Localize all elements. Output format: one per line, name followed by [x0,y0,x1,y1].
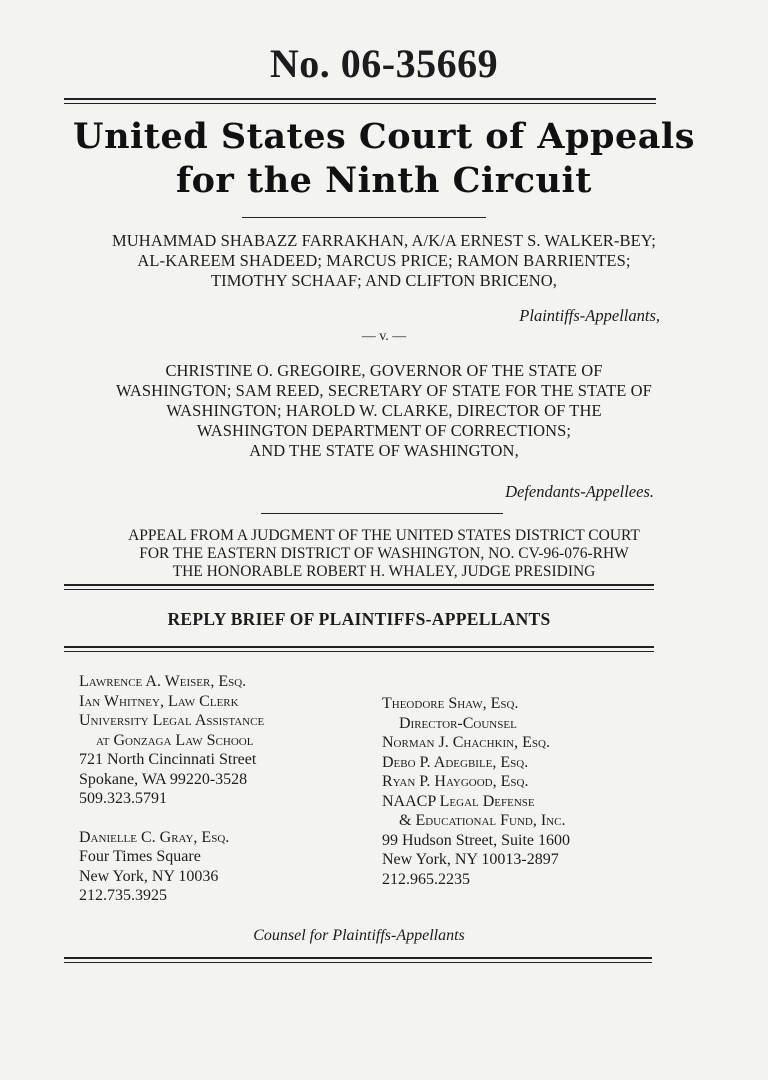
counsel-org: NAACP Legal Defense [382,792,535,810]
double-rule-top [64,98,656,100]
counsel-name: Norman J. Chachkin, Esq. [382,734,550,751]
plaintiffs-role: Plaintiffs-Appellants, [519,306,660,325]
defendants-caption [30,361,738,461]
plaintiffs-line: AL-KAREEM SHADEED; MARCUS PRICE; RAMON BARRIENTES; [137,251,631,270]
counsel-org: & Educational Fund, Inc. [399,812,566,829]
counsel-phone: 212.735.3925 [79,887,167,904]
counsel-phone: 509.323.5791 [79,790,167,807]
defendants-line: CHRISTINE O. GREGOIRE, GOVERNOR OF THE STATE OF [165,361,603,380]
counsel-title: Director-Counsel [399,714,517,732]
versus: — v. — [361,329,407,344]
defendants-line: WASHINGTON; SAM REED, SECRETARY OF STATE FOR THE STATE OF [116,381,652,400]
court-name-line-1: United States Court of Appeals [73,116,695,157]
double-rule-appeal [64,584,654,586]
appeal-info [30,527,738,581]
double-rule-title [64,646,654,648]
counsel-for: Counsel for Plaintiffs-Appellants [253,927,465,944]
counsel-address: Spokane, WA 99220-3528 [79,770,248,788]
counsel-right-column [382,694,570,889]
plaintiffs-line: MUHAMMAD SHABAZZ FARRAKHAN, A/K/A ERNEST S. WALKER-BEY; [112,231,656,250]
counsel-address: Four Times Square [79,848,201,865]
counsel-address: New York, NY 10036 [79,867,219,885]
counsel-address: New York, NY 10013-2897 [382,851,559,868]
appeal-line: FOR THE EASTERN DISTRICT OF WASHINGTON, NO. CV-96-076-RHW [139,545,629,562]
divider-court [242,217,486,218]
counsel-org: University Legal Assistance [79,712,265,729]
counsel-name: Lawrence A. Weiser, Esq. [79,673,247,690]
court-name-line-2: for the Ninth Circuit [176,160,592,201]
appeal-line: APPEAL FROM A JUDGMENT OF THE UNITED STATES DISTRICT COURT [128,527,640,544]
double-rule-bottom [64,957,652,959]
docket-number: No. 06-35669 [269,41,499,86]
counsel-name: Ryan P. Haygood, Esq. [382,773,529,790]
defendants-line: AND THE STATE OF WASHINGTON, [249,441,519,460]
appeal-line: THE HONORABLE ROBERT H. WHALEY, JUDGE PRESIDING [172,563,596,580]
counsel-name: Ian Whitney, Law Clerk [79,692,239,710]
counsel-address: 99 Hudson Street, Suite 1600 [382,831,570,849]
counsel-left-column [79,672,264,906]
defendants-line: WASHINGTON; HAROLD W. CLARKE, DIRECTOR OF THE [166,401,602,420]
defendants-role: Defendants-Appellees. [505,482,654,501]
divider-appeal [261,513,503,514]
counsel-name: Theodore Shaw, Esq. [382,695,519,712]
counsel-name: Danielle C. Gray, Esq. [79,828,230,846]
counsel-name: Debo P. Adegbile, Esq. [382,753,529,771]
defendants-line: WASHINGTON DEPARTMENT OF CORRECTIONS; [196,421,572,440]
plaintiffs-caption [30,231,738,291]
counsel-address: 721 North Cincinnati Street [79,751,257,768]
counsel-phone: 212.965.2235 [382,870,470,888]
brief-title: REPLY BRIEF OF PLAINTIFFS-APPELLANTS [167,609,551,629]
plaintiffs-line: TIMOTHY SCHAAF; AND CLIFTON BRICENO, [211,271,557,290]
counsel-org: at Gonzaga Law School [96,731,254,749]
